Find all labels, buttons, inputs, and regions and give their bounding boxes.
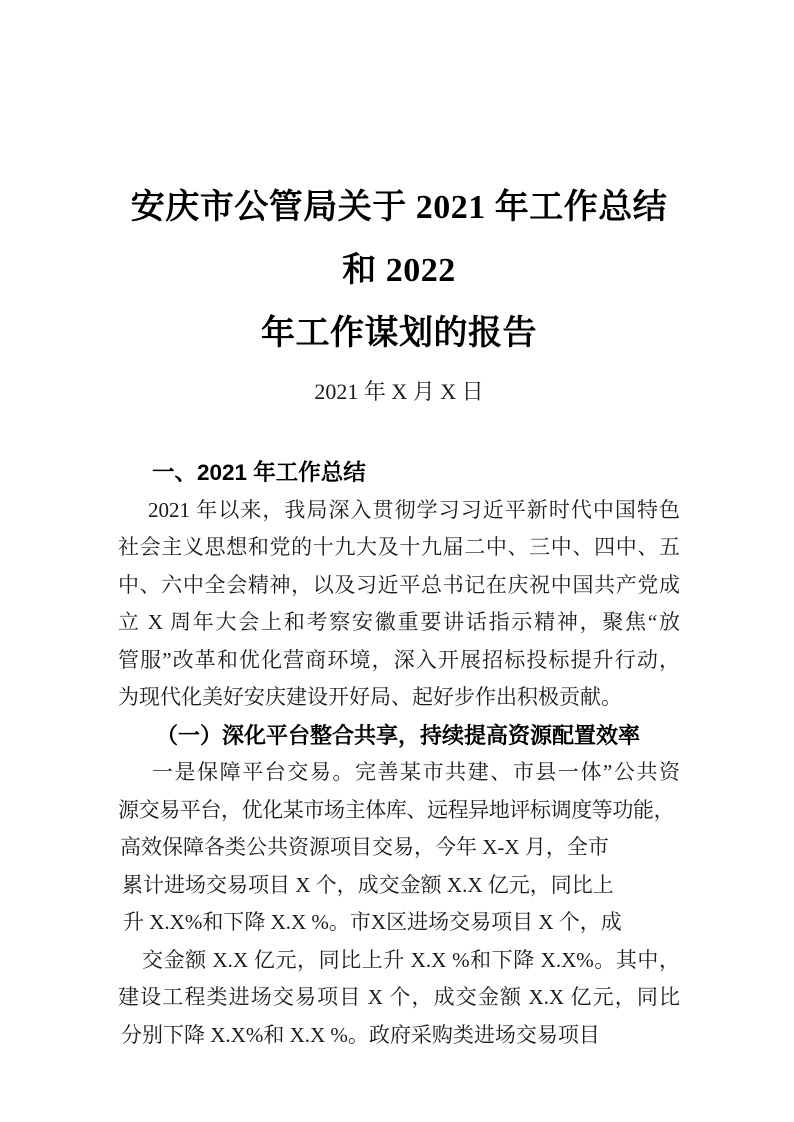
document-title xyxy=(118,176,680,365)
paragraph-1-line-3: 中、六中全会精神，以及习近平总书记在庆祝中国共产党成 xyxy=(118,572,680,597)
paragraph-2 xyxy=(118,754,680,1054)
paragraph-2-line-3: 高效保障各类公共资源项目交易，今年 X-X 月，全市 xyxy=(120,835,609,859)
paragraph-1 xyxy=(118,492,680,717)
paragraph-2-line-7: 建设工程类进场交易项目 X 个，成交金额 X.X 亿元，同比 xyxy=(118,985,680,1009)
paragraph-2-line-4: 累计进场交易项目 X 个，成交金额 X.X 亿元，同比上 xyxy=(122,872,614,897)
paragraph-1-line-4: 立 X 周年大会上和考察安徽重要讲话指示精神，聚焦“放 xyxy=(118,610,680,634)
paragraph-2-line-2: 源交易平台，优化某市场主体库、远程异地评标调度等功能， xyxy=(118,797,675,822)
paragraph-1-line-6: 为现代化美好安庆建设开好局、起好步作出积极贡献。 xyxy=(118,685,622,709)
paragraph-2-line-5: 升 X.X%和下降 X.X %。市X区进场交易项目 X 个，成 xyxy=(123,910,622,934)
title-line-2: 年工作谋划的报告 xyxy=(261,315,537,352)
paragraph-2-line-1: 一是保障平台交易。完善某市共建、市县一体”公共资 xyxy=(152,760,680,784)
paragraph-1-line-2: 社会主义思想和党的十九大及十九届二中、三中、四中、五 xyxy=(118,535,680,559)
date-line: 2021 年 X 月 X 日 xyxy=(314,379,484,404)
subsection-1-heading: （一）深化平台整合共享，持续提高资源配置效率 xyxy=(156,722,641,748)
title-line-1: 安庆市公管局关于 2021 年工作总结和 2022 xyxy=(130,189,668,289)
section-1-heading: 一、2021 年工作总结 xyxy=(152,460,366,485)
paragraph-2-line-6: 交金额 X.X 亿元，同比上升 X.X %和下降 X.X%。其中， xyxy=(142,947,680,972)
paragraph-1-line-5: 管服”改革和优化营商环境，深入开展招标投标提升行动， xyxy=(118,647,680,672)
document-content xyxy=(0,176,794,1054)
paragraph-1-line-1: 2021 年以来，我局深入贯彻学习习近平新时代中国特色 xyxy=(148,497,680,522)
paragraph-2-line-8: 分别下降 X.X%和 X.X %。政府采购类进场交易项目 xyxy=(121,1022,600,1047)
